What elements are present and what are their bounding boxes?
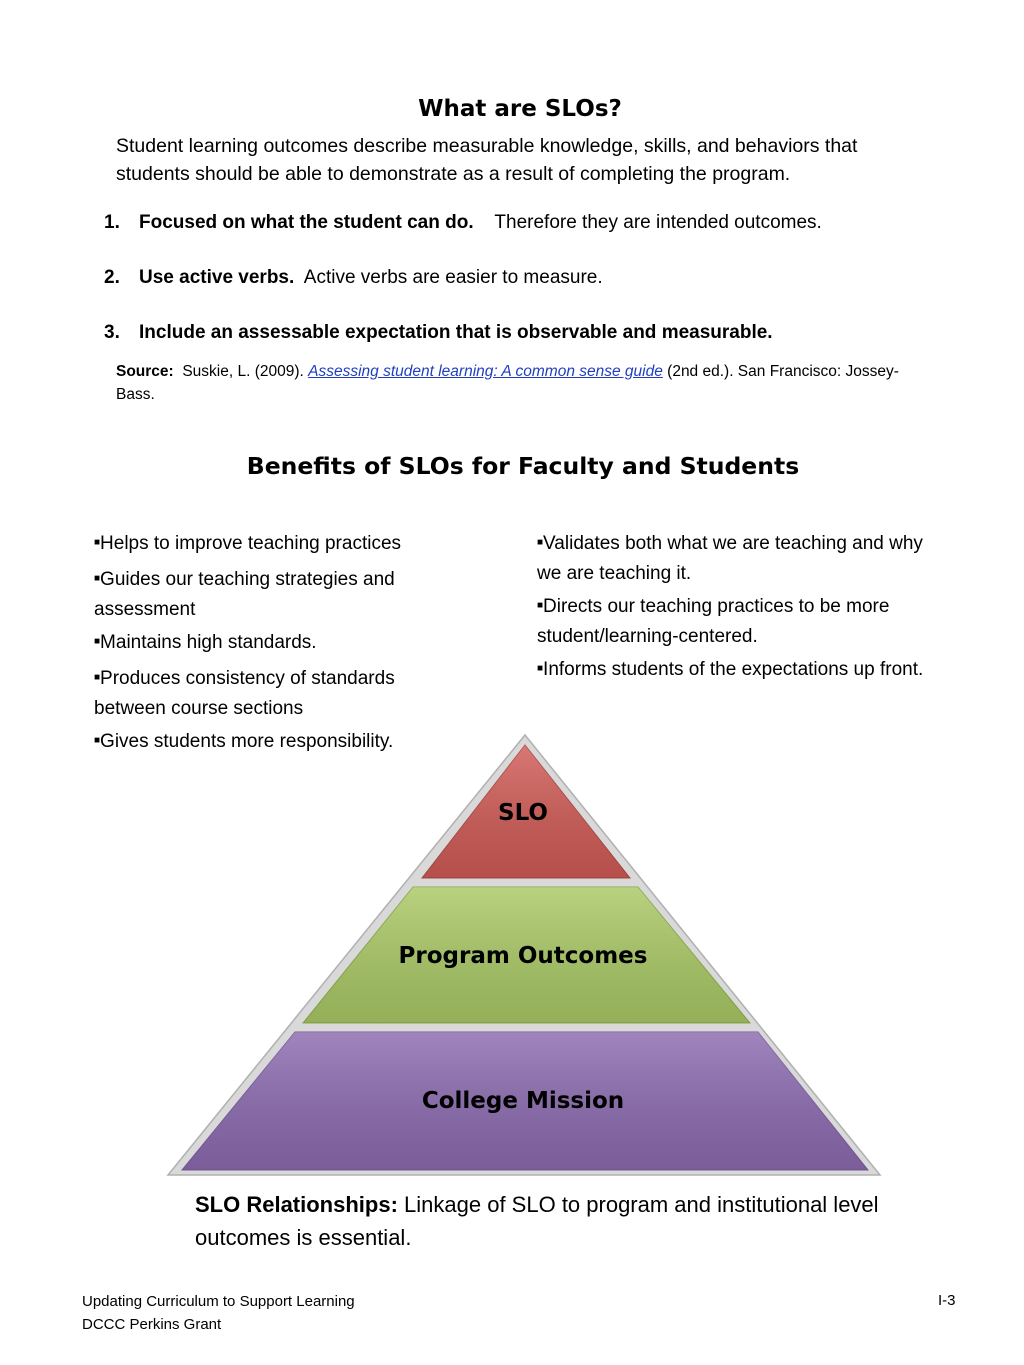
list-item: ■Informs students of the expectations up front.: [537, 659, 924, 680]
list-item: ■Gives students more responsibility.: [94, 731, 394, 752]
principle-number: 1.: [104, 212, 120, 233]
principle-lead: Focused on what the student can do.: [139, 212, 474, 233]
intro-paragraph: Student learning outcomes describe measurable knowledge, skills, and behaviors that students should be able to demonstrate as a result of completing the program.: [116, 135, 858, 185]
slo-pyramid-diagram: [160, 730, 890, 1180]
bullet-square-icon: ■: [537, 600, 544, 611]
benefits-right-list: [537, 530, 947, 692]
bullet-square-icon: ■: [537, 537, 544, 548]
principle-item: [104, 267, 603, 289]
principle-number: 2.: [104, 267, 120, 288]
list-item: ■Validates both what we are teaching and why we are teaching it.: [537, 533, 923, 584]
footer: [82, 1290, 355, 1336]
source-link[interactable]: Assessing student learning: A common sense guide: [308, 363, 663, 380]
principle-text: Therefore they are intended outcomes.: [494, 212, 822, 233]
principle-lead: Use active verbs.: [139, 267, 295, 288]
pyramid-label-slo: SLO: [498, 800, 548, 826]
page-title: What are SLOs?: [418, 96, 622, 122]
list-item: ■Helps to improve teaching practices: [94, 533, 402, 554]
principle-text: Active verbs are easier to measure.: [303, 267, 603, 288]
pyramid-label-college-mission: College Mission: [421, 1088, 625, 1114]
bullet-square-icon: ■: [537, 663, 544, 674]
bullet-square-icon: ■: [94, 537, 101, 548]
principle-item: [104, 322, 773, 344]
benefits-left-list: [94, 530, 464, 764]
list-item: ■Maintains high standards.: [94, 632, 317, 653]
caption-text: Linkage of SLO to program and institutional level outcomes is essential.: [195, 1192, 879, 1250]
bullet-square-icon: ■: [94, 672, 101, 683]
list-item: ■Produces consistency of standards between course sections: [94, 668, 395, 719]
footer-title: Updating Curriculum to Support Learning: [82, 1293, 355, 1310]
source-citation: [116, 360, 916, 406]
bullet-square-icon: ■: [94, 573, 101, 584]
source-label: Source:: [116, 363, 174, 380]
pyramid-caption: [195, 1188, 915, 1254]
benefits-heading: Benefits of SLOs for Faculty and Students: [246, 452, 800, 480]
bullet-square-icon: ■: [94, 735, 101, 746]
page-number: I-3: [938, 1292, 956, 1309]
source-author: Suskie, L. (2009).: [182, 363, 304, 380]
principle-number: 3.: [104, 322, 120, 343]
principle-lead: Include an assessable expectation that is observable and measurable.: [139, 322, 773, 343]
bullet-square-icon: ■: [94, 636, 101, 647]
list-item: ■Guides our teaching strategies and assessment: [94, 569, 395, 620]
caption-label: SLO Relationships:: [195, 1192, 398, 1217]
principle-item: [104, 212, 822, 234]
footer-subtitle: DCCC Perkins Grant: [82, 1316, 222, 1333]
source-publisher: (2nd ed.). San Francisco: Jossey-Bass.: [116, 363, 899, 403]
pyramid-label-program-outcomes: Program Outcomes: [398, 943, 648, 969]
list-item: ■Directs our teaching practices to be more student/learning-centered.: [537, 596, 890, 647]
